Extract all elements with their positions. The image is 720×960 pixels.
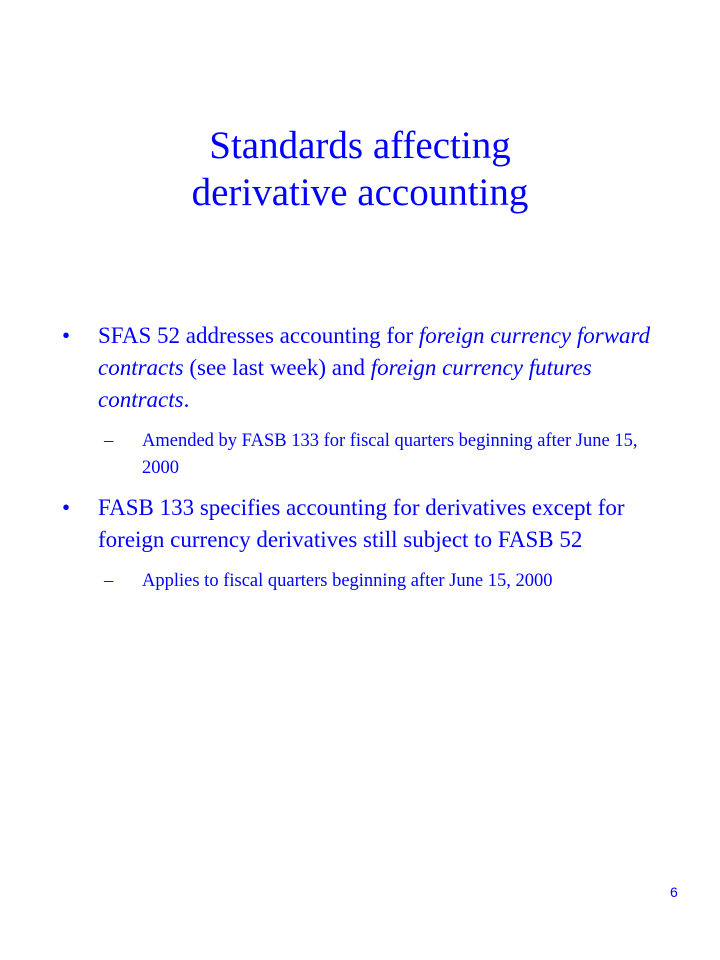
bullet-italic-text: foreign currency futures contracts	[98, 355, 592, 412]
dash-marker: –	[104, 571, 114, 591]
dash-marker: –	[104, 431, 114, 451]
sub-item-text: Amended by FASB 133 for fiscal quarters beginning after June 15, 2000	[142, 431, 638, 478]
sub-item-applies	[62, 568, 672, 595]
page-number: 6	[670, 884, 678, 900]
bullet-italic-text: foreign currency forward contracts	[98, 323, 651, 380]
bullet-text: SFAS 52 addresses accounting for	[98, 323, 419, 348]
bullet-text: (see last week) and	[183, 355, 371, 380]
sub-item-amended	[62, 428, 672, 482]
slide-title-line-2: derivative accounting	[191, 171, 529, 214]
bullet-item-sfas52	[62, 320, 672, 416]
sub-item-text: Applies to fiscal quarters beginning after June 15, 2000	[142, 571, 553, 591]
bullet-marker: •	[62, 323, 71, 348]
bullet-item-fasb133	[62, 492, 672, 556]
bullet-marker: •	[62, 495, 71, 520]
slide-title	[0, 122, 720, 216]
slide-title-line-1: Standards affecting	[209, 124, 511, 167]
bullet-text: .	[183, 387, 190, 412]
slide-body	[62, 320, 672, 595]
bullet-text: FASB 133 specifies accounting for derivatives except for foreign currency derivatives still subject to FASB 52	[98, 495, 625, 552]
